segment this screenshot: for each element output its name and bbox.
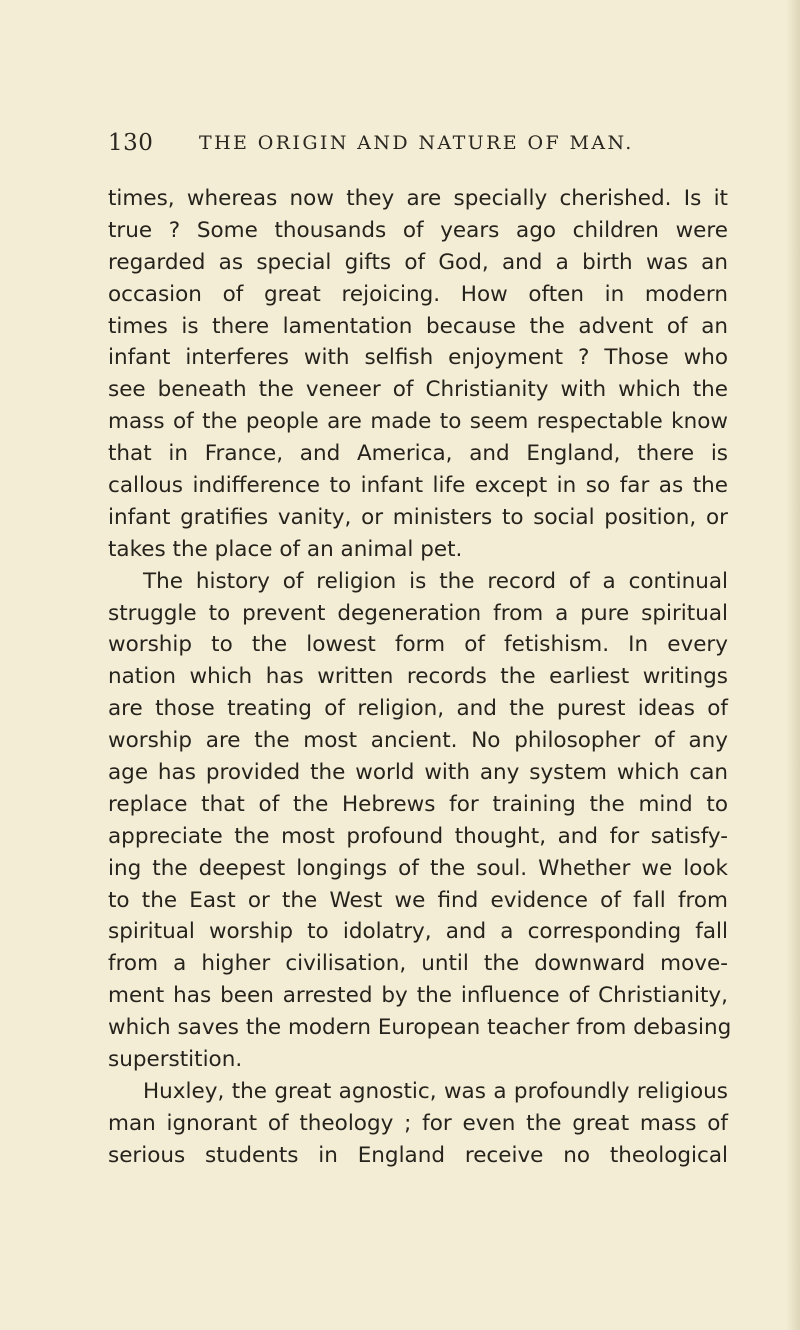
text-line: The history of religion is the record of a continual — [143, 568, 728, 594]
text-line: struggle to prevent degeneration from a pure spiritual — [108, 600, 728, 626]
text-line: worship to the lowest form of fetishism. In every — [108, 632, 728, 658]
text-line: true ? Some thousands of years ago children were — [108, 217, 728, 243]
text-line: regarded as special gifts of God, and a birth was an — [108, 249, 728, 275]
text-line: that in France, and America, and England, there is — [108, 441, 728, 467]
running-head — [108, 130, 728, 164]
text-line: mass of the people are made to seem respectable know — [108, 409, 728, 435]
running-title: THE ORIGIN AND NATURE OF MAN. — [199, 132, 634, 154]
text-line: worship are the most ancient. No philosopher of any — [108, 728, 728, 754]
text-line: age has provided the world with any system which can — [108, 760, 728, 786]
text-line: are those treating of religion, and the purest ideas of — [108, 696, 728, 722]
text-line: occasion of great rejoicing. How often in modern — [108, 281, 728, 307]
text-line: superstition. — [108, 1047, 243, 1073]
text-line: from a higher civilisation, until the downward move- — [108, 951, 728, 977]
text-line: takes the place of an animal pet. — [108, 536, 463, 562]
text-line: callous indifference to infant life except in so far as the — [108, 473, 728, 499]
text-line: infant gratifies vanity, or ministers to social position, or — [108, 504, 728, 530]
text-line: serious students in England receive no theological — [108, 1142, 728, 1168]
text-line: which saves the modern European teacher from debasing — [108, 1015, 732, 1041]
text-line: man ignorant of theology ; for even the great mass of — [108, 1110, 728, 1136]
text-line: appreciate the most profound thought, and for satisfy- — [108, 823, 728, 849]
text-line: ing the deepest longings of the soul. Whether we look — [108, 855, 728, 881]
text-line: times, whereas now they are specially cherished. Is it — [108, 186, 728, 211]
text-line: times is there lamentation because the advent of an — [108, 313, 728, 339]
text-line: ment has been arrested by the influence of Christianity, — [108, 983, 728, 1009]
page-number: 130 — [108, 130, 154, 156]
text-line: infant interferes with selfish enjoyment ? Those who — [108, 345, 728, 371]
text-line: replace that of the Hebrews for training the mind to — [108, 791, 728, 817]
text-line: nation which has written records the earliest writings — [108, 664, 728, 690]
body-text — [108, 183, 732, 1172]
text-line: to the East or the West we find evidence of fall from — [108, 887, 728, 913]
page-edge-shadow — [786, 0, 800, 1330]
text-line: spiritual worship to idolatry, and a corresponding fall — [108, 919, 728, 945]
text-line: Huxley, the great agnostic, was a profoundly religious — [143, 1078, 728, 1104]
text-line: see beneath the veneer of Christianity with which the — [108, 377, 728, 403]
